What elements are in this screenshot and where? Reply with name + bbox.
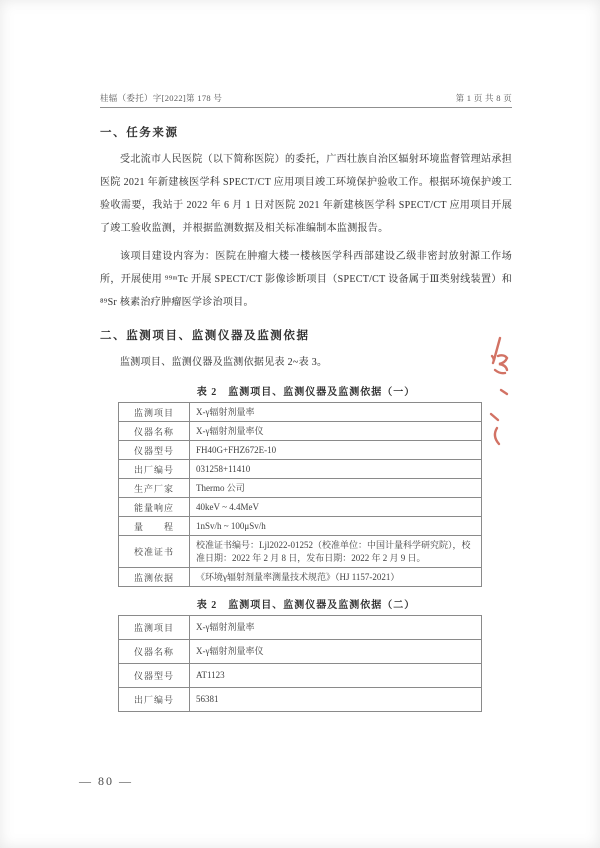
- table-row: [119, 688, 482, 712]
- row-value: AT1123: [190, 664, 482, 688]
- table-row: [119, 403, 482, 422]
- document-number: 桂辐（委托）字[2022]第 178 号: [100, 93, 223, 103]
- row-value: FH40G+FHZ672E-10: [190, 441, 482, 460]
- row-label: 监测项目: [119, 403, 190, 422]
- table-row: [119, 460, 482, 479]
- page-number: — 80 —: [79, 774, 133, 788]
- paragraph-task-source-1: 受北流市人民医院（以下简称医院）的委托，广西壮族自治区辐射环境监督管理站承担医院 2021 年新建核医学科 SPECT/CT 应用项目竣工环境保护验收工作。根据环境保护竣工验收需要，我站于 2022 年 6 月 1 日对医院 2021 年新建核医学科 SPECT/CT 应用项目开展了竣工验收监测，并根据监测数据及相关标准编制本监测报告。: [100, 154, 512, 234]
- row-label: 校准证书: [119, 536, 190, 568]
- table-row: [119, 498, 482, 517]
- row-label: 仪器型号: [119, 664, 190, 688]
- section-title-task-source: 一、任务来源: [100, 127, 179, 139]
- table-row: [119, 568, 482, 587]
- row-label: 能量响应: [119, 498, 190, 517]
- row-label: 监测依据: [119, 568, 190, 587]
- row-label: 生产厂家: [119, 479, 190, 498]
- row-label: 出厂编号: [119, 460, 190, 479]
- paragraph-task-source-2: 该项目建设内容为：医院在肿瘤大楼一楼核医学科西部建设乙级非密封放射源工作场所，开展使用 ⁹⁹ᵐTc 开展 SPECT/CT 影像诊断项目（SPECT/CT 设备属于Ⅲ类射线装置）和 ⁸⁹Sr 核素治疗肿瘤医学诊治项目。: [100, 251, 512, 308]
- row-value: Thermo 公司: [190, 479, 482, 498]
- row-label: 仪器名称: [119, 640, 190, 664]
- row-value: X-γ辐射剂量率: [190, 616, 482, 640]
- row-value: X-γ辐射剂量率: [190, 403, 482, 422]
- table-2-caption: 表 2 监测项目、监测仪器及监测依据（二）: [196, 600, 416, 611]
- table-row: [119, 422, 482, 441]
- table-row: [119, 640, 482, 664]
- row-value: 《环境γ辐射剂量率测量技术规范》（HJ 1157-2021）: [190, 568, 482, 587]
- row-value: 56381: [190, 688, 482, 712]
- instrument-table-1: [118, 402, 482, 587]
- document-header: [100, 92, 512, 108]
- table-row: [119, 616, 482, 640]
- row-label: 监测项目: [119, 616, 190, 640]
- row-value: 031258+11410: [190, 460, 482, 479]
- paragraph-monitoring-intro: 监测项目、监测仪器及监测依据见表 2~表 3。: [120, 357, 328, 368]
- table-row: [119, 517, 482, 536]
- table-row: [119, 479, 482, 498]
- row-label: 出厂编号: [119, 688, 190, 712]
- row-value: 1nSv/h ~ 100μSv/h: [190, 517, 482, 536]
- table-row: [119, 536, 482, 568]
- table-row: [119, 664, 482, 688]
- instrument-table-2: [118, 615, 482, 712]
- table-1-caption: 表 2 监测项目、监测仪器及监测依据（一）: [196, 387, 416, 398]
- table-row: [119, 441, 482, 460]
- row-label: 仪器型号: [119, 441, 190, 460]
- page-content: [100, 92, 512, 712]
- section-title-monitoring: 二、监测项目、监测仪器及监测依据: [100, 330, 310, 342]
- row-label: 仪器名称: [119, 422, 190, 441]
- row-label: 量 程: [119, 517, 190, 536]
- row-value: 校准证书编号：Ljl2022-01252（校准单位：中国计量科学研究院），校准日期：2022 年 2 月 8 日，发布日期：2022 年 2 月 9 日。: [190, 536, 482, 568]
- row-value: X-γ辐射剂量率仪: [190, 422, 482, 441]
- row-value: 40keV ~ 4.4MeV: [190, 498, 482, 517]
- row-value: X-γ辐射剂量率仪: [190, 640, 482, 664]
- page-indicator: 第 1 页 共 8 页: [455, 93, 512, 103]
